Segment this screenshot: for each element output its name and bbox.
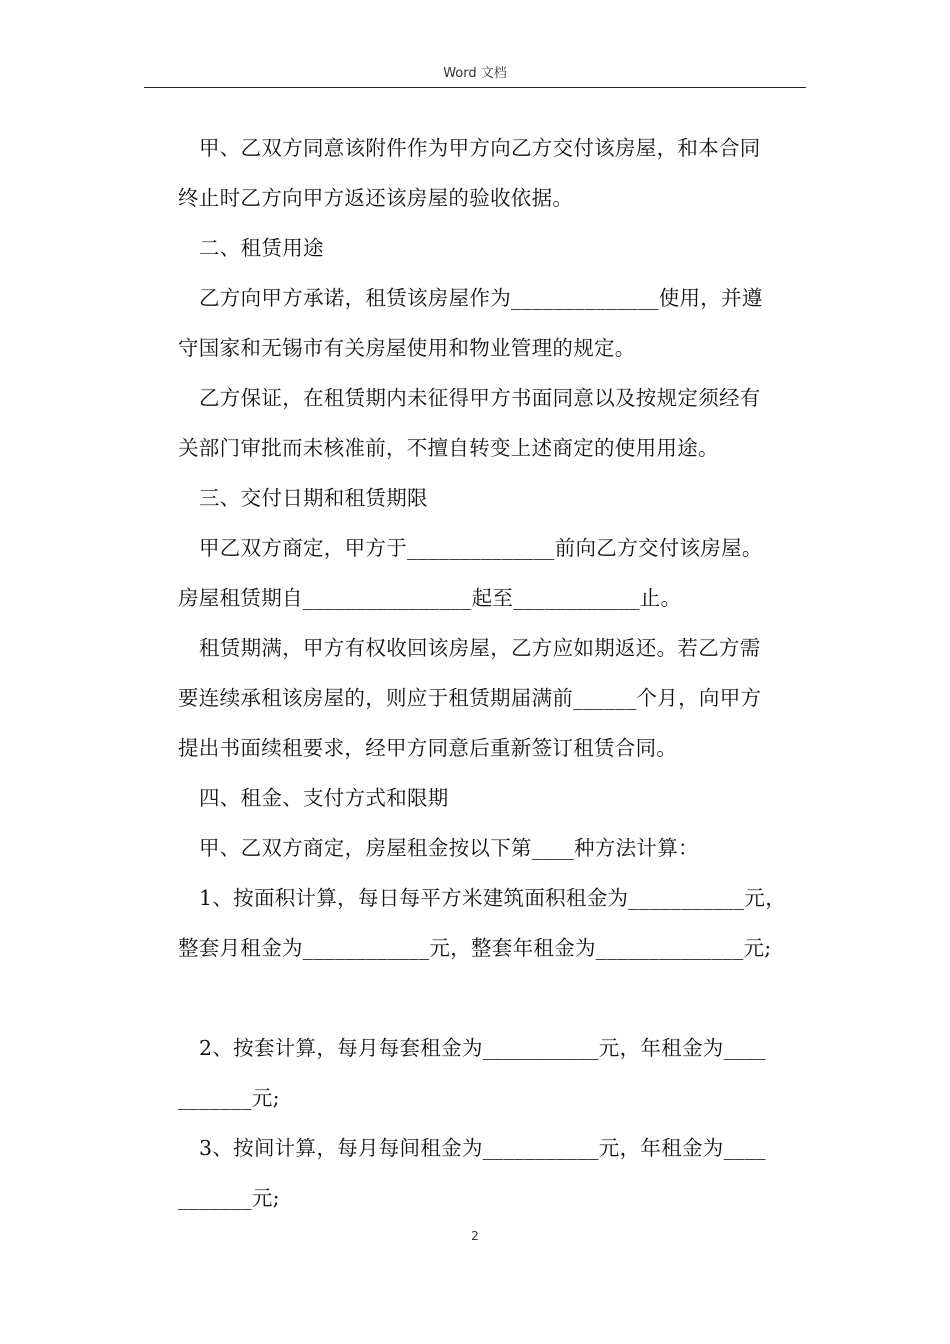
paragraph-line: _______元; — [178, 1086, 280, 1110]
paragraph-line: 3、按间计算，每月每间租金为___________元，年租金为____ — [199, 1136, 766, 1160]
paragraph-line: 房屋租赁期自________________起至____________止。 — [178, 586, 682, 610]
paragraph-line: 整套月租金为____________元，整套年租金为______________元; — [178, 936, 772, 960]
paragraph-line: _______元; — [178, 1186, 280, 1210]
page-number: 2 — [471, 1229, 479, 1243]
section-heading-rent: 四、租金、支付方式和限期 — [199, 786, 449, 810]
paragraph-line: 乙方保证，在租赁期内未征得甲方书面同意以及按规定须经有 — [199, 386, 761, 410]
paragraph-line: 甲、乙双方同意该附件作为甲方向乙方交付该房屋，和本合同 — [199, 136, 761, 160]
paragraph-line: 提出书面续租要求，经甲方同意后重新签订租赁合同。 — [178, 736, 678, 760]
paragraph-line: 乙方向甲方承诺，租赁该房屋作为______________使用，并遵 — [199, 286, 763, 310]
paragraph-line: 终止时乙方向甲方返还该房屋的验收依据。 — [178, 186, 574, 210]
paragraph-line: 守国家和无锡市有关房屋使用和物业管理的规定。 — [178, 336, 636, 360]
paragraph-line: 2、按套计算，每月每套租金为___________元，年租金为____ — [199, 1036, 766, 1060]
paragraph-line: 要连续承租该房屋的，则应于租赁期届满前______个月，向甲方 — [178, 686, 762, 710]
paragraph-line: 甲、乙双方商定，房屋租金按以下第____种方法计算： — [199, 836, 699, 860]
paragraph-line: 1、按面积计算，每日每平方米建筑面积租金为___________元， — [199, 886, 786, 910]
paragraph-line: 甲乙双方商定，甲方于______________前向乙方交付该房屋。 — [199, 536, 763, 560]
header-rule — [144, 87, 806, 88]
paragraph-line: 关部门审批而未核准前，不擅自转变上述商定的使用用途。 — [178, 436, 719, 460]
paragraph-line: 租赁期满，甲方有权收回该房屋，乙方应如期返还。若乙方需 — [199, 636, 761, 660]
page-header: Word 文档 — [443, 66, 507, 81]
section-heading-delivery: 三、交付日期和租赁期限 — [199, 486, 428, 510]
section-heading-usage: 二、租赁用途 — [199, 236, 324, 260]
